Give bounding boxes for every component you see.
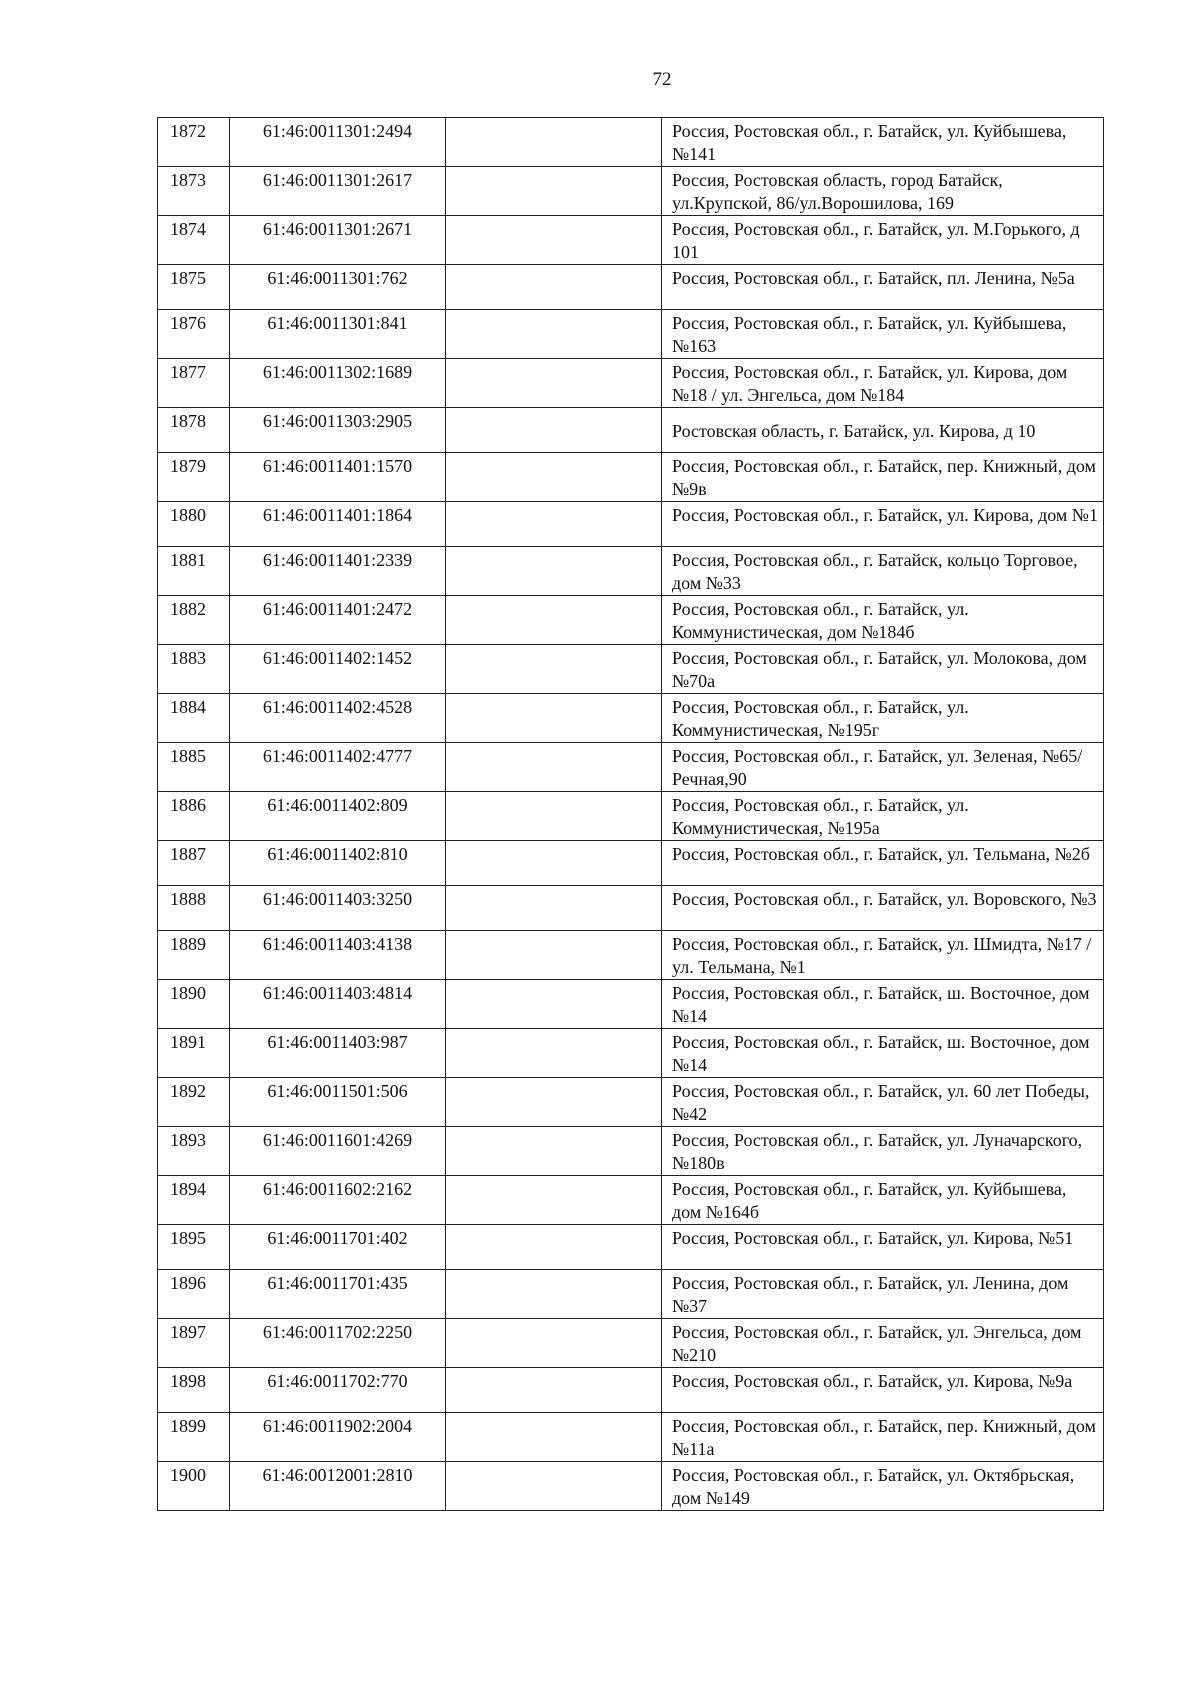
registry-table	[157, 117, 1104, 1511]
address-cell: Россия, Ростовская обл., г. Батайск, ул. Зеленая, №65/Речная,90	[662, 743, 1104, 792]
row-number-cell: 1874	[158, 216, 230, 265]
row-number-cell: 1891	[158, 1029, 230, 1078]
empty-cell	[446, 359, 662, 408]
table-row	[158, 743, 1104, 792]
cadastral-number-cell: 61:46:0011501:506	[230, 1078, 446, 1127]
address-cell: Россия, Ростовская обл., г. Батайск, ул. Коммунистическая, №195г	[662, 694, 1104, 743]
address-cell: Россия, Ростовская обл., г. Батайск, ул. Коммунистическая, №195а	[662, 792, 1104, 841]
empty-cell	[446, 1462, 662, 1511]
row-number-cell: 1883	[158, 645, 230, 694]
empty-cell	[446, 265, 662, 310]
cadastral-number-cell: 61:46:0011902:2004	[230, 1413, 446, 1462]
row-number-cell: 1882	[158, 596, 230, 645]
empty-cell	[446, 694, 662, 743]
cadastral-number-cell: 61:46:0011301:2617	[230, 167, 446, 216]
row-number-cell: 1889	[158, 931, 230, 980]
table-row	[158, 1462, 1104, 1511]
page-number: 72	[652, 69, 672, 90]
cadastral-number-cell: 61:46:0011401:1570	[230, 453, 446, 502]
address-cell: Россия, Ростовская обл., г. Батайск, ул. Кирова, дом №18 / ул. Энгельса, дом №184	[662, 359, 1104, 408]
table-row	[158, 980, 1104, 1029]
row-number-cell: 1896	[158, 1270, 230, 1319]
empty-cell	[446, 886, 662, 931]
empty-cell	[446, 841, 662, 886]
address-cell: Россия, Ростовская обл., г. Батайск, ул. М.Горького, д 101	[662, 216, 1104, 265]
table-row	[158, 1127, 1104, 1176]
table-row	[158, 886, 1104, 931]
table-row	[158, 1319, 1104, 1368]
empty-cell	[446, 743, 662, 792]
address-cell: Россия, Ростовская обл., г. Батайск, ул. Молокова, дом №70а	[662, 645, 1104, 694]
row-number-cell: 1898	[158, 1368, 230, 1413]
cadastral-number-cell: 61:46:0011602:2162	[230, 1176, 446, 1225]
empty-cell	[446, 118, 662, 167]
row-number-cell: 1884	[158, 694, 230, 743]
table-row	[158, 792, 1104, 841]
table-row	[158, 265, 1104, 310]
empty-cell	[446, 1270, 662, 1319]
table-row	[158, 216, 1104, 265]
table-row	[158, 1078, 1104, 1127]
row-number-cell: 1875	[158, 265, 230, 310]
address-cell: Россия, Ростовская обл., г. Батайск, ул. Куйбышева, дом №164б	[662, 1176, 1104, 1225]
empty-cell	[446, 408, 662, 453]
table-row	[158, 502, 1104, 547]
cadastral-number-cell: 61:46:0011402:4777	[230, 743, 446, 792]
cadastral-number-cell: 61:46:0012001:2810	[230, 1462, 446, 1511]
table-row	[158, 408, 1104, 453]
cadastral-number-cell: 61:46:0011701:435	[230, 1270, 446, 1319]
cadastral-number-cell: 61:46:0011303:2905	[230, 408, 446, 453]
address-cell: Россия, Ростовская обл., г. Батайск, ул. Куйбышева, №163	[662, 310, 1104, 359]
address-cell: Россия, Ростовская обл., г. Батайск, кольцо Торговое, дом №33	[662, 547, 1104, 596]
row-number-cell: 1880	[158, 502, 230, 547]
row-number-cell: 1895	[158, 1225, 230, 1270]
empty-cell	[446, 596, 662, 645]
address-cell: Россия, Ростовская обл., г. Батайск, пл. Ленина, №5а	[662, 265, 1104, 310]
empty-cell	[446, 502, 662, 547]
table-row	[158, 359, 1104, 408]
cadastral-number-cell: 61:46:0011402:810	[230, 841, 446, 886]
empty-cell	[446, 453, 662, 502]
cadastral-number-cell: 61:46:0011403:4814	[230, 980, 446, 1029]
address-cell: Россия, Ростовская область, город Батайск, ул.Крупской, 86/ул.Ворошилова, 169	[662, 167, 1104, 216]
address-cell: Россия, Ростовская обл., г. Батайск, ул. 60 лет Победы, №42	[662, 1078, 1104, 1127]
table-row	[158, 1413, 1104, 1462]
cadastral-number-cell: 61:46:0011702:770	[230, 1368, 446, 1413]
cadastral-number-cell: 61:46:0011402:4528	[230, 694, 446, 743]
cadastral-number-cell: 61:46:0011401:2339	[230, 547, 446, 596]
empty-cell	[446, 167, 662, 216]
cadastral-number-cell: 61:46:0011401:2472	[230, 596, 446, 645]
empty-cell	[446, 980, 662, 1029]
address-cell: Россия, Ростовская обл., г. Батайск, ул. Кирова, дом №1	[662, 502, 1104, 547]
address-cell: Россия, Ростовская обл., г. Батайск, ш. Восточное, дом №14	[662, 1029, 1104, 1078]
table-row	[158, 1029, 1104, 1078]
empty-cell	[446, 1413, 662, 1462]
row-number-cell: 1873	[158, 167, 230, 216]
row-number-cell: 1894	[158, 1176, 230, 1225]
table-row	[158, 931, 1104, 980]
empty-cell	[446, 1368, 662, 1413]
cadastral-number-cell: 61:46:0011402:809	[230, 792, 446, 841]
table-row	[158, 645, 1104, 694]
address-cell: Россия, Ростовская обл., г. Батайск, ул. Кирова, №9а	[662, 1368, 1104, 1413]
row-number-cell: 1886	[158, 792, 230, 841]
address-cell: Россия, Ростовская обл., г. Батайск, пер. Книжный, дом №11а	[662, 1413, 1104, 1462]
cadastral-number-cell: 61:46:0011301:2494	[230, 118, 446, 167]
table-row	[158, 1176, 1104, 1225]
empty-cell	[446, 1078, 662, 1127]
address-cell: Россия, Ростовская обл., г. Батайск, ул. Ленина, дом №37	[662, 1270, 1104, 1319]
cadastral-number-cell: 61:46:0011403:4138	[230, 931, 446, 980]
row-number-cell: 1899	[158, 1413, 230, 1462]
table-row	[158, 547, 1104, 596]
table-row	[158, 118, 1104, 167]
cadastral-number-cell: 61:46:0011403:3250	[230, 886, 446, 931]
cadastral-number-cell: 61:46:0011301:841	[230, 310, 446, 359]
address-cell: Россия, Ростовская обл., г. Батайск, ул. Энгельса, дом №210	[662, 1319, 1104, 1368]
empty-cell	[446, 1319, 662, 1368]
empty-cell	[446, 931, 662, 980]
table-row	[158, 841, 1104, 886]
address-cell: Россия, Ростовская обл., г. Батайск, ул. Куйбышева, №141	[662, 118, 1104, 167]
table-row	[158, 1270, 1104, 1319]
address-cell: Россия, Ростовская обл., г. Батайск, ул. Тельмана, №2б	[662, 841, 1104, 886]
cadastral-number-cell: 61:46:0011301:762	[230, 265, 446, 310]
table-row	[158, 1368, 1104, 1413]
empty-cell	[446, 1176, 662, 1225]
address-cell: Россия, Ростовская обл., г. Батайск, ул. Коммунистическая, дом №184б	[662, 596, 1104, 645]
empty-cell	[446, 1029, 662, 1078]
empty-cell	[446, 216, 662, 265]
cadastral-number-cell: 61:46:0011702:2250	[230, 1319, 446, 1368]
row-number-cell: 1877	[158, 359, 230, 408]
cadastral-number-cell: 61:46:0011403:987	[230, 1029, 446, 1078]
row-number-cell: 1892	[158, 1078, 230, 1127]
address-cell: Россия, Ростовская обл., г. Батайск, ул. Кирова, №51	[662, 1225, 1104, 1270]
table-row	[158, 1225, 1104, 1270]
row-number-cell: 1885	[158, 743, 230, 792]
row-number-cell: 1890	[158, 980, 230, 1029]
row-number-cell: 1876	[158, 310, 230, 359]
row-number-cell: 1879	[158, 453, 230, 502]
cadastral-number-cell: 61:46:0011301:2671	[230, 216, 446, 265]
empty-cell	[446, 1225, 662, 1270]
row-number-cell: 1872	[158, 118, 230, 167]
cadastral-number-cell: 61:46:0011601:4269	[230, 1127, 446, 1176]
table-row	[158, 453, 1104, 502]
address-cell: Ростовская область, г. Батайск, ул. Кирова, д 10	[662, 408, 1104, 453]
table-row	[158, 596, 1104, 645]
row-number-cell: 1900	[158, 1462, 230, 1511]
table-row	[158, 310, 1104, 359]
empty-cell	[446, 310, 662, 359]
empty-cell	[446, 1127, 662, 1176]
address-cell: Россия, Ростовская обл., г. Батайск, ул. Шмидта, №17 / ул. Тельмана, №1	[662, 931, 1104, 980]
cadastral-number-cell: 61:46:0011402:1452	[230, 645, 446, 694]
address-cell: Россия, Ростовская обл., г. Батайск, ул. Воровского, №3	[662, 886, 1104, 931]
table-row	[158, 694, 1104, 743]
row-number-cell: 1893	[158, 1127, 230, 1176]
table-row	[158, 167, 1104, 216]
cadastral-number-cell: 61:46:0011401:1864	[230, 502, 446, 547]
address-cell: Россия, Ростовская обл., г. Батайск, ул. Луначарского, №180в	[662, 1127, 1104, 1176]
empty-cell	[446, 645, 662, 694]
address-cell: Россия, Ростовская обл., г. Батайск, ш. Восточное, дом №14	[662, 980, 1104, 1029]
address-cell: Россия, Ростовская обл., г. Батайск, пер. Книжный, дом №9в	[662, 453, 1104, 502]
cadastral-number-cell: 61:46:0011302:1689	[230, 359, 446, 408]
registry-table-body	[158, 118, 1104, 1511]
cadastral-number-cell: 61:46:0011701:402	[230, 1225, 446, 1270]
empty-cell	[446, 792, 662, 841]
row-number-cell: 1887	[158, 841, 230, 886]
row-number-cell: 1888	[158, 886, 230, 931]
row-number-cell: 1881	[158, 547, 230, 596]
row-number-cell: 1878	[158, 408, 230, 453]
empty-cell	[446, 547, 662, 596]
row-number-cell: 1897	[158, 1319, 230, 1368]
address-cell: Россия, Ростовская обл., г. Батайск, ул. Октябрьская, дом №149	[662, 1462, 1104, 1511]
